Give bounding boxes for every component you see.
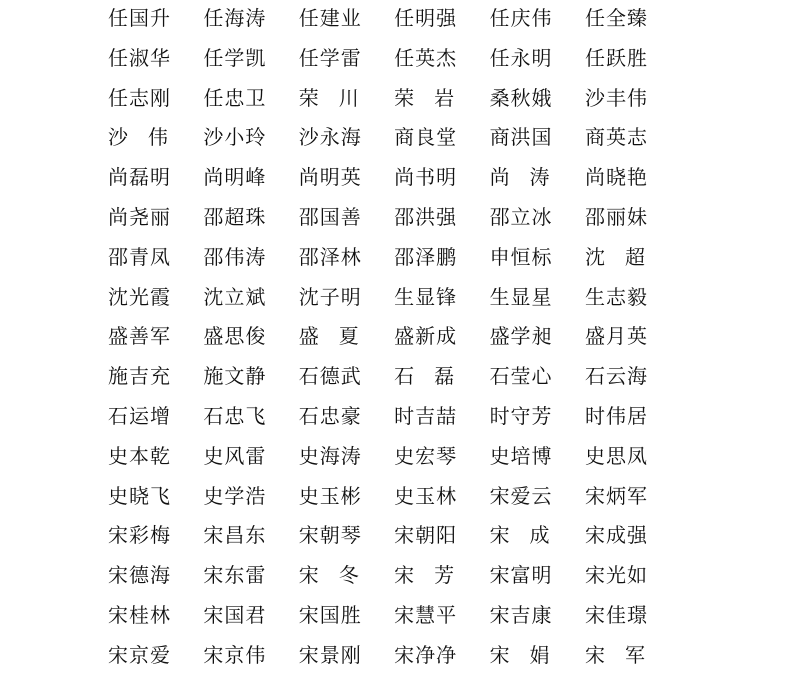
name-row-14 xyxy=(108,517,668,557)
name-cell: 任建业 xyxy=(298,6,362,30)
name-cell: 史培博 xyxy=(489,443,553,468)
name-cell: 宋净净 xyxy=(394,642,458,667)
name-cell: 桑秋娥 xyxy=(489,85,553,110)
name-cell: 史海涛 xyxy=(298,443,362,468)
name-cell: 任全臻 xyxy=(584,6,648,30)
name-cell: 沈 超 xyxy=(584,244,645,269)
name-cell: 邵青凤 xyxy=(108,244,171,269)
name-cell: 史风雷 xyxy=(203,443,267,468)
name-row-5 xyxy=(108,159,668,199)
name-cell: 任明强 xyxy=(394,6,458,30)
name-cell: 史本乾 xyxy=(108,443,171,468)
name-row-3 xyxy=(108,80,668,120)
name-cell: 史宏琴 xyxy=(394,443,458,468)
name-cell: 邵丽妹 xyxy=(584,204,648,229)
name-cell: 生显星 xyxy=(489,284,553,309)
name-cell: 沙小玲 xyxy=(203,125,267,150)
name-cell: 沈子明 xyxy=(298,284,362,309)
name-cell: 任志刚 xyxy=(108,85,171,110)
name-cell: 任海涛 xyxy=(203,6,267,30)
name-cell: 邵洪强 xyxy=(394,204,458,229)
name-cell: 宋光如 xyxy=(584,563,648,588)
name-row-1 xyxy=(108,0,668,40)
name-row-6 xyxy=(108,199,668,239)
name-cell: 商良堂 xyxy=(394,125,458,150)
name-cell: 时守芳 xyxy=(489,403,553,428)
name-cell: 任学凯 xyxy=(203,45,267,70)
name-row-8 xyxy=(108,279,668,319)
name-cell: 生志毅 xyxy=(584,284,648,309)
name-cell: 任淑华 xyxy=(108,45,171,70)
name-cell: 尚磊明 xyxy=(108,165,171,190)
name-cell: 史晓飞 xyxy=(108,483,171,508)
name-cell: 任永明 xyxy=(489,45,553,70)
name-cell: 盛新成 xyxy=(394,324,458,349)
name-cell: 石德武 xyxy=(298,364,362,389)
name-cell: 商洪国 xyxy=(489,125,553,150)
name-cell: 宋京伟 xyxy=(203,642,267,667)
name-row-16 xyxy=(108,597,668,637)
name-cell: 宋成强 xyxy=(584,523,648,548)
name-cell: 任学雷 xyxy=(298,45,362,70)
name-cell: 荣 岩 xyxy=(394,85,455,110)
name-cell: 史玉彬 xyxy=(298,483,362,508)
name-cell: 宋 芳 xyxy=(394,563,455,588)
name-cell: 邵立冰 xyxy=(489,204,553,229)
name-cell: 沙永海 xyxy=(298,125,362,150)
name-cell: 宋国君 xyxy=(203,602,267,627)
name-cell: 任跃胜 xyxy=(584,45,648,70)
name-cell: 宋 成 xyxy=(489,523,550,548)
name-cell: 邵泽林 xyxy=(298,244,362,269)
name-cell: 尚 涛 xyxy=(489,165,550,190)
name-cell: 宋 军 xyxy=(584,642,645,667)
name-cell: 宋东雷 xyxy=(203,563,267,588)
name-row-11 xyxy=(108,398,668,438)
name-cell: 任忠卫 xyxy=(203,85,267,110)
name-cell: 尚明峰 xyxy=(203,165,267,190)
name-cell: 宋德海 xyxy=(108,563,171,588)
name-list xyxy=(108,0,668,677)
name-cell: 盛 夏 xyxy=(298,324,359,349)
name-cell: 石云海 xyxy=(584,364,648,389)
name-cell: 任庆伟 xyxy=(489,6,553,30)
name-cell: 盛学昶 xyxy=(489,324,553,349)
name-cell: 宋昌东 xyxy=(203,523,267,548)
name-row-2 xyxy=(108,40,668,80)
name-cell: 盛月英 xyxy=(584,324,648,349)
name-cell: 宋 冬 xyxy=(298,563,359,588)
name-cell: 史玉林 xyxy=(394,483,458,508)
name-cell: 尚尧丽 xyxy=(108,204,171,229)
name-cell: 宋景刚 xyxy=(298,642,362,667)
name-cell: 沙 伟 xyxy=(108,125,168,150)
name-row-15 xyxy=(108,557,668,597)
name-cell: 石莹心 xyxy=(489,364,553,389)
name-cell: 宋国胜 xyxy=(298,602,362,627)
name-cell: 史学浩 xyxy=(203,483,267,508)
name-cell: 沙丰伟 xyxy=(584,85,648,110)
name-row-10 xyxy=(108,358,668,398)
name-cell: 石运增 xyxy=(108,403,171,428)
name-cell: 史思凤 xyxy=(584,443,648,468)
name-cell: 尚明英 xyxy=(298,165,362,190)
name-cell: 宋朝琴 xyxy=(298,523,362,548)
name-cell: 沈光霞 xyxy=(108,284,171,309)
name-cell: 施吉充 xyxy=(108,364,171,389)
name-cell: 任国升 xyxy=(108,6,171,30)
name-cell: 宋朝阳 xyxy=(394,523,458,548)
name-cell: 荣 川 xyxy=(298,85,359,110)
name-cell: 申恒标 xyxy=(489,244,553,269)
name-cell: 尚书明 xyxy=(394,165,458,190)
name-cell: 时伟居 xyxy=(584,403,648,428)
name-cell: 盛善军 xyxy=(108,324,171,349)
name-row-9 xyxy=(108,318,668,358)
name-cell: 石忠飞 xyxy=(203,403,267,428)
name-cell: 盛思俊 xyxy=(203,324,267,349)
name-cell: 宋炳军 xyxy=(584,483,648,508)
name-cell: 邵国善 xyxy=(298,204,362,229)
name-cell: 邵超珠 xyxy=(203,204,267,229)
name-cell: 生显锋 xyxy=(394,284,458,309)
name-row-13 xyxy=(108,478,668,518)
name-cell: 宋慧平 xyxy=(394,602,458,627)
name-cell: 宋桂林 xyxy=(108,602,171,627)
name-row-17 xyxy=(108,637,668,677)
name-cell: 宋富明 xyxy=(489,563,553,588)
name-cell: 邵伟涛 xyxy=(203,244,267,269)
name-row-7 xyxy=(108,239,668,279)
name-cell: 宋 娟 xyxy=(489,642,550,667)
name-cell: 宋佳璟 xyxy=(584,602,648,627)
name-cell: 宋彩梅 xyxy=(108,523,171,548)
name-row-12 xyxy=(108,438,668,478)
name-cell: 沈立斌 xyxy=(203,284,267,309)
name-cell: 石 磊 xyxy=(394,364,455,389)
name-cell: 任英杰 xyxy=(394,45,458,70)
name-cell: 宋京爱 xyxy=(108,642,171,667)
name-row-4 xyxy=(108,119,668,159)
name-cell: 尚晓艳 xyxy=(584,165,648,190)
name-cell: 宋爱云 xyxy=(489,483,553,508)
name-cell: 宋吉康 xyxy=(489,602,553,627)
name-cell: 时吉喆 xyxy=(394,403,458,428)
name-cell: 施文静 xyxy=(203,364,267,389)
name-cell: 邵泽鹏 xyxy=(394,244,458,269)
name-cell: 商英志 xyxy=(584,125,648,150)
name-cell: 石忠豪 xyxy=(298,403,362,428)
